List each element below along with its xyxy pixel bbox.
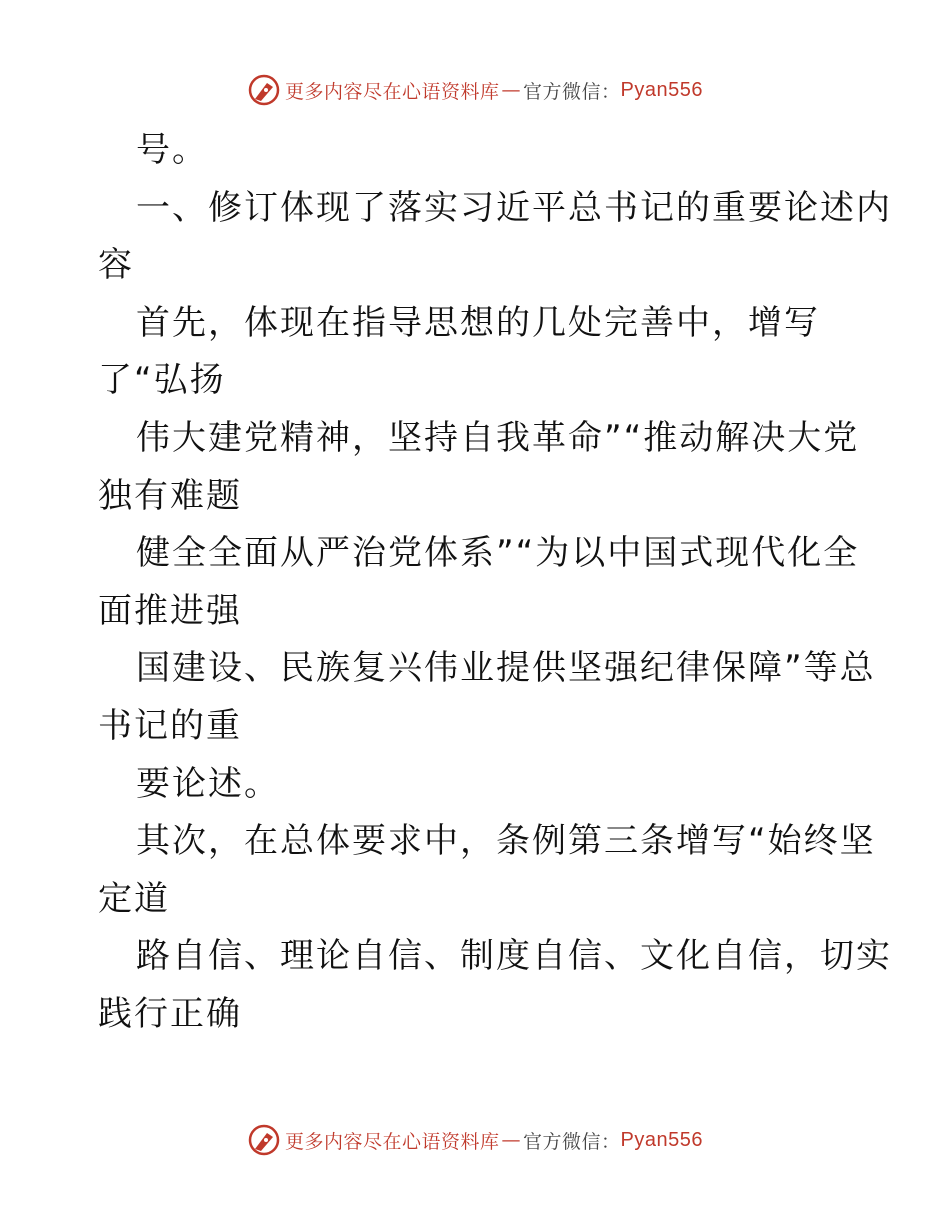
banner-wechat-label: 官方微信：: [523, 1130, 621, 1153]
footer-banner: [0, 1120, 950, 1160]
body-line: 首先，体现在指导思想的几处完善中，增写: [136, 302, 820, 343]
body-line: 要论述。: [136, 763, 280, 804]
banner-wechat-label: 官方微信：: [523, 80, 621, 103]
banner-wechat-id: Pyan556: [620, 78, 703, 101]
body-line: 定道: [98, 878, 170, 919]
pen-nib-circle-icon: [247, 1123, 281, 1157]
body-line: 健全全面从严治党体系”“为以中国式现代化全: [136, 533, 860, 574]
body-line: 号。: [136, 130, 208, 170]
pen-nib-circle-icon: [247, 73, 281, 107]
body-line: 了“弘扬: [98, 360, 226, 401]
banner-title: 更多内容尽在心语资料库: [285, 80, 500, 103]
body-line: 践行正确: [98, 993, 242, 1034]
body-line: 面推进强: [98, 590, 242, 631]
body-line: 独有难题: [98, 475, 242, 516]
banner-wechat-id: Pyan556: [620, 1128, 703, 1151]
banner-separator: —: [501, 1129, 522, 1151]
banner-title: 更多内容尽在心语资料库: [285, 1130, 500, 1153]
body-line: 容: [98, 245, 134, 286]
body-line: 伟大建党精神，坚持自我革命”“推动解决大党: [136, 417, 860, 458]
document-body: [98, 122, 892, 1044]
banner-separator: —: [501, 79, 522, 101]
body-line: 其次，在总体要求中，条例第三条增写“始终坚: [136, 821, 876, 862]
body-line: 书记的重: [98, 705, 242, 746]
body-line: 一、修订体现了落实习近平总书记的重要论述内: [136, 187, 892, 228]
body-line: 国建设、民族复兴伟业提供坚强纪律保障”等总: [136, 648, 876, 689]
header-banner: [0, 70, 950, 110]
body-line: 路自信、理论自信、制度自信、文化自信，切实: [136, 936, 892, 977]
